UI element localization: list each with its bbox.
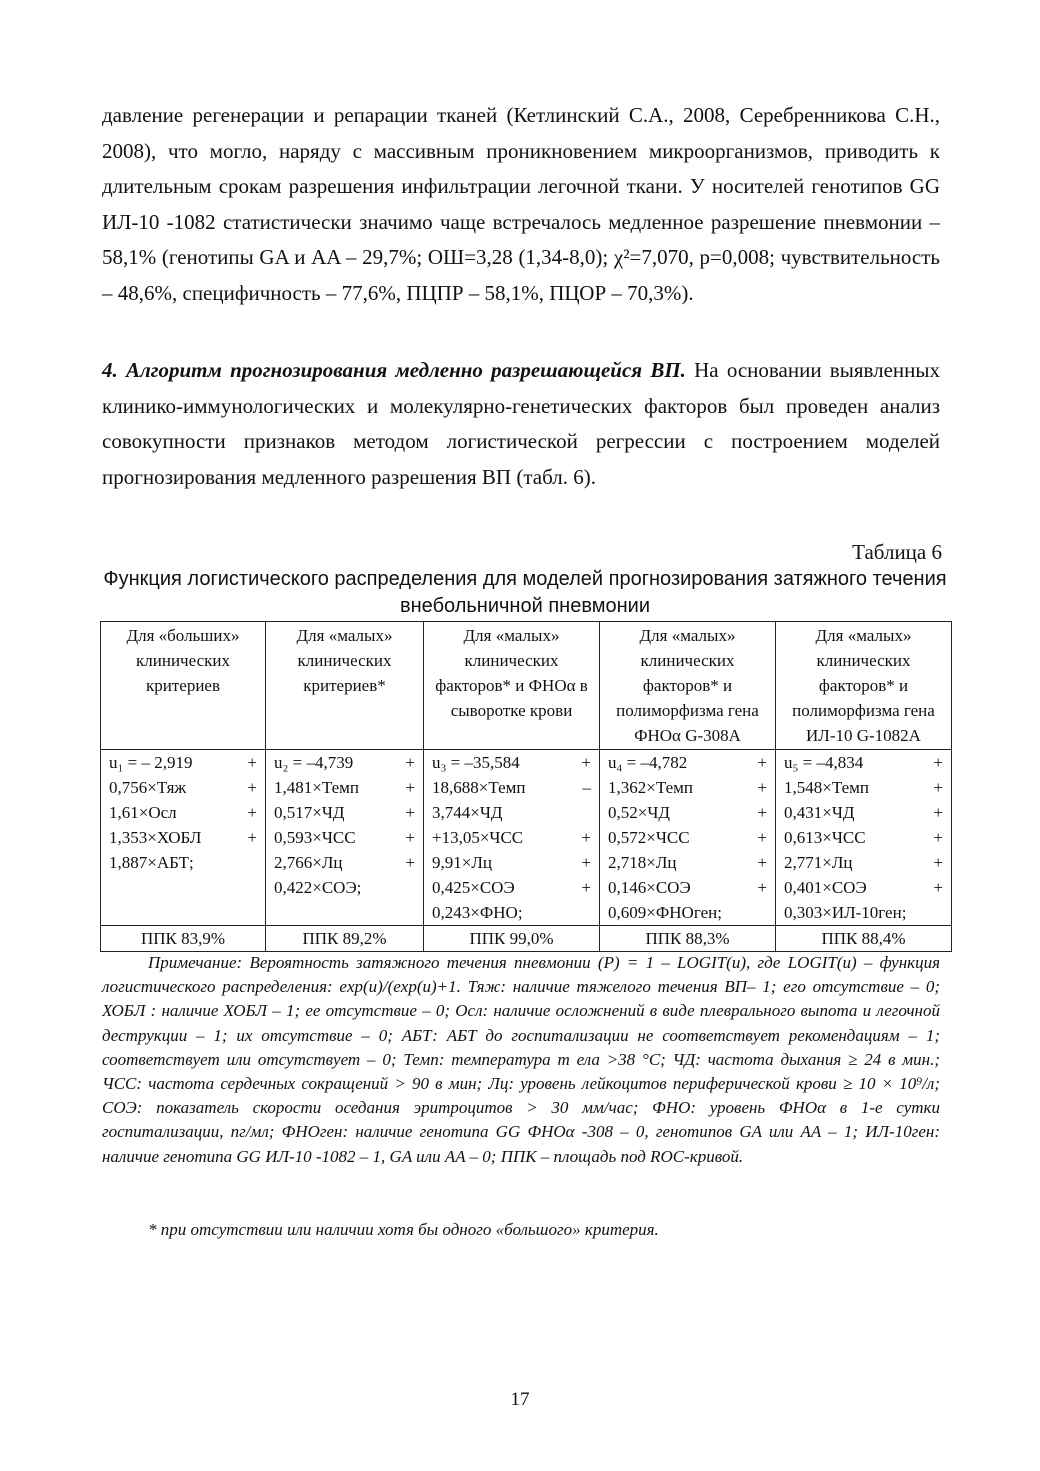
table-caption: Функция логистического распределения для моделей прогнозирования затяжного течения внебольничной пневмонии <box>103 568 947 617</box>
formula-line <box>608 875 767 900</box>
formula-sign <box>937 900 943 925</box>
formula-line <box>432 775 591 800</box>
formula-term: 18,688×Темп <box>432 778 526 797</box>
formula-line <box>432 850 591 875</box>
formula-term: 3,744×ЧД <box>432 803 503 822</box>
formula-term: 1,481×Темп <box>274 778 359 797</box>
formula-cell <box>776 750 952 926</box>
formula-sign: + <box>933 753 943 772</box>
formula-line <box>109 800 257 825</box>
formula-line <box>784 900 943 925</box>
formula-term: 0,401×СОЭ <box>784 878 867 897</box>
header-cell: Для «малых» клинических факторов* и полиморфизма гена ФНОα G-308A <box>600 622 776 750</box>
formula-line <box>274 850 415 875</box>
header-cell: Для «малых» клинических критериев* <box>266 622 424 750</box>
formula-sign <box>761 900 767 925</box>
formula-term: 0,425×СОЭ <box>432 878 515 897</box>
formula-sign: + <box>581 828 591 847</box>
formula-sign: + <box>757 853 767 872</box>
formula-line <box>274 750 415 775</box>
formula-sign: + <box>247 753 257 772</box>
formula-line <box>784 825 943 850</box>
formula-term: 0,303×ИЛ-10ген; <box>784 903 907 922</box>
table-note: Примечание: Вероятность затяжного течения пневмонии (P) = 1 – LOGIT(u), где LOGIT(u) – функция логистического распределения: exp(u)/(exp(u)+1. Тяж: наличие тяжелого течения ВП– 1; его отсутствие – 0; ХОБЛ : наличие ХОБЛ – 1; ее отсутствие – 0; Осл: наличие осложнений в виде плеврального выпота и легочной деструкции – 1; их отсутствие – 0; АБТ: АБТ до госпитализации не соответствует рекомендациям – 1; соответствует или отсутствует – 0; Темп: температура т ела >38 °С; ЧД: частота дыхания ≥ 24 в мин.; ЧСС: частота сердечных сокращений > 90 в мин; Лц: уровень лейкоцитов периферической крови ≥ 10 × 10⁹/л; СОЭ: показатель скорости оседания эритроцитов > 30 мм/час; ФНО: уровень ФНОα в 1-е сутки госпитализации, пг/мл; ФНОген: наличие генотипа GG ФНОα -308 – 0, генотипов GA или AA – 1; ИЛ-10ген: наличие генотипа GG ИЛ-10 -1082 – 1, GA или AA – 0; ППК – площадь под ROC-кривой. <box>102 953 941 1166</box>
formula-term: u₂ = –4,739 <box>274 753 354 772</box>
table-label: Таблица 6 <box>852 540 942 564</box>
formula-row <box>101 750 952 926</box>
formula-line <box>608 900 767 925</box>
formula-term: 0,422×СОЭ; <box>274 878 362 897</box>
formula-term: u₃ = –35,584 <box>432 753 520 772</box>
formula-line <box>608 825 767 850</box>
formula-line <box>432 875 591 900</box>
formula-sign: + <box>757 753 767 772</box>
formula-cell <box>424 750 600 926</box>
formula-sign: + <box>933 828 943 847</box>
formula-sign: + <box>757 778 767 797</box>
formula-term: 0,52×ЧД <box>608 803 670 822</box>
formula-term: 0,593×ЧСС <box>274 828 356 847</box>
formula-sign <box>251 850 257 875</box>
formula-line <box>274 875 415 900</box>
formula-sign: + <box>405 803 415 822</box>
formula-term: 2,766×Лц <box>274 853 343 872</box>
formula-cell <box>600 750 776 926</box>
formula-line <box>109 750 257 775</box>
formula-sign: + <box>405 778 415 797</box>
formula-term: 0,517×ЧД <box>274 803 345 822</box>
formula-sign: + <box>405 853 415 872</box>
formula-term: 2,771×Лц <box>784 853 853 872</box>
formula-sign: + <box>933 803 943 822</box>
ppk-cell: ППК 99,0% <box>424 926 600 952</box>
ppk-row <box>101 926 952 952</box>
formula-term: 0,609×ФНОген; <box>608 903 722 922</box>
formula-line <box>109 850 257 875</box>
formula-sign: + <box>247 778 257 797</box>
formula-line <box>274 775 415 800</box>
table-header-row <box>101 622 952 750</box>
formula-term: +13,05×ЧСС <box>432 828 524 847</box>
formula-term: u₅ = –4,834 <box>784 753 864 772</box>
logit-table <box>100 621 952 952</box>
formula-line <box>432 800 591 825</box>
table-footnote: * при отсутствии или наличии хотя бы одного «большого» критерия. <box>148 1220 659 1239</box>
formula-term: 1,353×ХОБЛ <box>109 828 202 847</box>
formula-term: 1,61×Осл <box>109 803 177 822</box>
formula-sign: + <box>933 853 943 872</box>
formula-sign <box>409 875 415 900</box>
header-cell: Для «малых» клинических факторов* и полиморфизма гена ИЛ-10 G-1082A <box>776 622 952 750</box>
formula-term: u₁ = – 2,919 <box>109 753 193 772</box>
formula-line <box>274 825 415 850</box>
formula-line <box>432 900 591 925</box>
formula-term: 0,756×Тяж <box>109 778 187 797</box>
formula-line <box>608 750 767 775</box>
formula-sign: + <box>247 828 257 847</box>
formula-term: 2,718×Лц <box>608 853 677 872</box>
formula-sign: + <box>757 878 767 897</box>
formula-sign: + <box>581 853 591 872</box>
formula-sign: + <box>405 828 415 847</box>
formula-term: u₄ = –4,782 <box>608 753 688 772</box>
formula-sign <box>585 800 591 825</box>
ppk-cell: ППК 89,2% <box>266 926 424 952</box>
formula-line <box>784 875 943 900</box>
formula-line <box>784 800 943 825</box>
formula-line <box>608 800 767 825</box>
formula-sign: – <box>582 778 591 797</box>
formula-sign: + <box>581 753 591 772</box>
formula-line <box>784 775 943 800</box>
header-cell: Для «малых» клинических факторов* и ФНОα в сыворотке крови <box>424 622 600 750</box>
body-paragraph-1: давление регенерации и репарации тканей (Кетлинский С.А., 2008, Серебренникова С.Н., 2008), что могло, наряду с массивным проникновением микроорганизмов, приводить к длительным срокам разрешения инфильтрации легочной ткани. У носителей генотипов GG ИЛ-10 -1082 статистически значимо чаще встречалось медленное разрешение пневмонии – 58,1% (генотипы GA и AA – 29,7%; ОШ=3,28 (1,34-8,0); χ²=7,070, p=0,008; чувствительность – 48,6%, специфичность – 77,6%, ПЦПР – 58,1%, ПЦОР – 70,3%). <box>102 103 940 305</box>
formula-cell <box>101 750 266 926</box>
ppk-cell: ППК 83,9% <box>101 926 266 952</box>
formula-term: 9,91×Лц <box>432 853 492 872</box>
formula-term: 0,431×ЧД <box>784 803 855 822</box>
section-heading: 4. Алгоритм прогнозирования медленно разрешающейся ВП. <box>102 358 686 382</box>
formula-sign: + <box>581 878 591 897</box>
formula-line <box>432 750 591 775</box>
formula-line <box>109 825 257 850</box>
page-number: 17 <box>510 1389 530 1410</box>
formula-line <box>608 850 767 875</box>
formula-cell <box>266 750 424 926</box>
formula-line <box>784 850 943 875</box>
formula-line <box>608 775 767 800</box>
formula-line <box>432 825 591 850</box>
formula-sign: + <box>247 803 257 822</box>
formula-sign: + <box>757 803 767 822</box>
ppk-cell: ППК 88,4% <box>776 926 952 952</box>
formula-sign: + <box>933 878 943 897</box>
formula-line <box>274 800 415 825</box>
formula-sign: + <box>405 753 415 772</box>
formula-term: 0,613×ЧСС <box>784 828 866 847</box>
section-text: На основании выявленных клинико-иммунологических и молекулярно-генетических факторов был проведен анализ совокупности признаков методом логистической регрессии с построением моделей прогнозирования медленного разрешения ВП (табл. 6). <box>102 358 940 489</box>
formula-term: 0,243×ФНО; <box>432 903 523 922</box>
formula-term: 1,548×Темп <box>784 778 869 797</box>
formula-term: 1,362×Темп <box>608 778 693 797</box>
formula-line <box>784 750 943 775</box>
formula-line <box>109 775 257 800</box>
header-cell: Для «больших» клинических критериев <box>101 622 266 750</box>
formula-term: 1,887×АБТ; <box>109 853 194 872</box>
formula-sign <box>585 900 591 925</box>
formula-term: 0,146×СОЭ <box>608 878 691 897</box>
formula-term: 0,572×ЧСС <box>608 828 690 847</box>
formula-sign: + <box>757 828 767 847</box>
body-paragraph-2 <box>102 353 940 495</box>
ppk-cell: ППК 88,3% <box>600 926 776 952</box>
formula-sign: + <box>933 778 943 797</box>
